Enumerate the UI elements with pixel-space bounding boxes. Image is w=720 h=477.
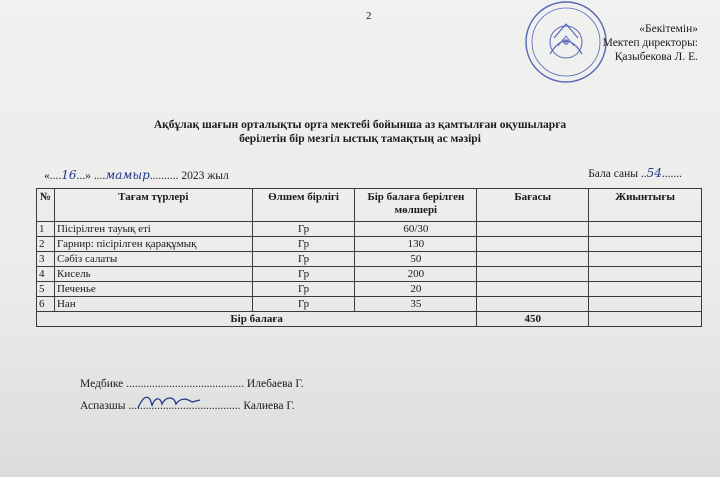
header-amount: Бір балаға берілген мөлшері <box>355 189 477 222</box>
row-dish: Печенье <box>54 282 252 297</box>
row-price <box>477 267 589 282</box>
row-total <box>589 282 702 297</box>
row-dish: Гарнир: пісірілген қарақұмық <box>54 237 252 252</box>
header-unit: Өлшем бірлігі <box>252 189 355 222</box>
date-month: мамыр <box>105 168 150 182</box>
approval-line-1: «Бекітемін» <box>639 23 698 35</box>
row-number: 6 <box>37 297 55 312</box>
table-row <box>37 297 702 312</box>
table-row <box>37 282 702 297</box>
header-total: Жиынтығы <box>589 189 702 222</box>
handwritten-signature <box>134 390 204 414</box>
total-empty-cell <box>589 312 702 327</box>
nurse-label: Медбике <box>80 378 124 390</box>
row-price <box>477 297 589 312</box>
row-price <box>477 237 589 252</box>
row-price <box>477 252 589 267</box>
row-dish: Пісірілген тауық еті <box>54 222 252 237</box>
row-unit: Гр <box>252 237 355 252</box>
cook-signature-line: Аспазшы ....................................... Калиева Г. <box>80 400 295 412</box>
header-number: № <box>37 189 55 222</box>
row-total <box>589 222 702 237</box>
date-close-quote: » <box>85 170 91 182</box>
table-row <box>37 237 702 252</box>
date-line: «....16...» ....мамыр.......... 2023 жыл <box>44 168 229 182</box>
row-price <box>477 222 589 237</box>
row-total <box>589 252 702 267</box>
header-price: Бағасы <box>477 189 589 222</box>
row-unit: Гр <box>252 267 355 282</box>
document-title-line-1: Ақбұлақ шағын орталықты орта мектебі бойынша аз қамтылған оқушыларға <box>153 119 567 131</box>
row-amount: 60/30 <box>355 222 477 237</box>
table-row <box>37 222 702 237</box>
table-total-row <box>37 312 702 327</box>
row-number: 3 <box>37 252 55 267</box>
row-price <box>477 282 589 297</box>
children-count: Бала саны ..54....... <box>588 166 682 180</box>
row-total <box>589 297 702 312</box>
row-total <box>589 267 702 282</box>
cook-name: Калиева Г. <box>243 400 295 412</box>
nurse-name: Илебаева Г. <box>246 378 304 390</box>
row-amount: 200 <box>355 267 477 282</box>
row-unit: Гр <box>252 282 355 297</box>
row-amount: 130 <box>355 237 477 252</box>
row-number: 4 <box>37 267 55 282</box>
children-count-value: 54 <box>646 166 662 180</box>
cook-label: Аспазшы <box>80 400 126 412</box>
total-label: Бір балаға <box>37 312 477 327</box>
approval-line-3: Қазыбекова Л. Е. <box>614 51 698 63</box>
row-amount: 20 <box>355 282 477 297</box>
row-dish: Нан <box>54 297 252 312</box>
table-header-row <box>37 189 702 222</box>
row-total <box>589 237 702 252</box>
date-open-quote: « <box>44 170 50 182</box>
row-unit: Гр <box>252 222 355 237</box>
nurse-signature-line: Медбике ......................................... Илебаева Г. <box>80 378 304 390</box>
row-unit: Гр <box>252 252 355 267</box>
total-value: 450 <box>477 312 589 327</box>
row-dish: Кисель <box>54 267 252 282</box>
date-year: 2023 жыл <box>181 170 229 182</box>
children-count-label: Бала саны <box>588 168 638 180</box>
row-unit: Гр <box>252 297 355 312</box>
document-title-line-2: берілетін бір мезгіл ыстық тамақтың ас мәзірі <box>239 133 481 145</box>
approval-line-2: Мектеп директоры: <box>602 37 698 49</box>
table-row <box>37 252 702 267</box>
header-dish: Тағам түрлері <box>54 189 252 222</box>
row-dish: Сәбіз салаты <box>54 252 252 267</box>
row-number: 1 <box>37 222 55 237</box>
page-number: 2 <box>366 10 372 22</box>
menu-table <box>36 188 702 327</box>
table-row <box>37 267 702 282</box>
row-number: 2 <box>37 237 55 252</box>
date-day: 16 <box>61 168 77 182</box>
row-number: 5 <box>37 282 55 297</box>
row-amount: 35 <box>355 297 477 312</box>
row-amount: 50 <box>355 252 477 267</box>
